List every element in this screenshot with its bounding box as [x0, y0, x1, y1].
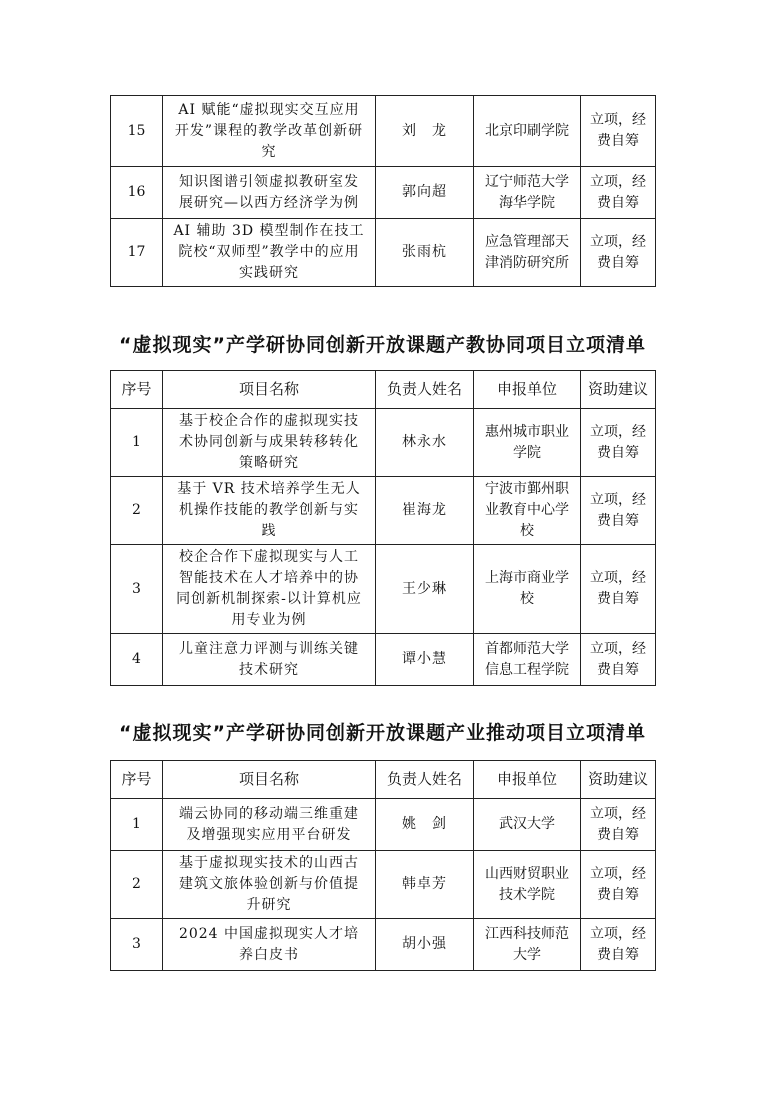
table-row: [111, 634, 656, 686]
project-name: 基于虚拟现实技术的山西古建筑文旅体验创新与价值提升研究: [163, 851, 376, 919]
leader-name: 姚 剑: [376, 799, 474, 851]
row-number: 17: [111, 219, 163, 287]
table-row: [111, 545, 656, 634]
project-name: 知识图谱引领虚拟教研室发展研究—以西方经济学为例: [163, 167, 376, 219]
table-header-row: [111, 761, 656, 799]
row-number: 2: [111, 851, 163, 919]
funding-advice: 立项，经费自筹: [581, 477, 656, 545]
funding-advice: 立项，经费自筹: [581, 919, 656, 971]
row-number: 2: [111, 477, 163, 545]
header-project-name: 项目名称: [163, 761, 376, 799]
table-row: [111, 219, 656, 287]
header-leader: 负责人姓名: [376, 371, 474, 409]
applicant-unit: 辽宁师范大学海华学院: [474, 167, 581, 219]
project-name: AI 辅助 3D 模型制作在技工院校“双师型”教学中的应用实践研究: [163, 219, 376, 287]
funding-advice: 立项，经费自筹: [581, 167, 656, 219]
funding-advice: 立项，经费自筹: [581, 545, 656, 634]
header-unit: 申报单位: [474, 371, 581, 409]
applicant-unit: 宁波市鄞州职业教育中心学校: [474, 477, 581, 545]
project-name: 2024 中国虚拟现实人才培养白皮书: [163, 919, 376, 971]
row-number: 16: [111, 167, 163, 219]
project-name: 基于 VR 技术培养学生无人机操作技能的教学创新与实践: [163, 477, 376, 545]
header-project-name: 项目名称: [163, 371, 376, 409]
table-row: [111, 851, 656, 919]
applicant-unit: 惠州城市职业学院: [474, 409, 581, 477]
leader-name: 崔海龙: [376, 477, 474, 545]
applicant-unit: 山西财贸职业技术学院: [474, 851, 581, 919]
section-title-industry-promotion: “虚拟现实”产学研协同创新开放课题产业推动项目立项清单: [119, 722, 646, 744]
project-name: AI 赋能“虚拟现实交互应用开发”课程的教学改革创新研究: [163, 96, 376, 167]
leader-name: 刘 龙: [376, 96, 474, 167]
leader-name: 谭小慧: [376, 634, 474, 686]
table-row: [111, 477, 656, 545]
table-header-row: [111, 371, 656, 409]
header-unit: 申报单位: [474, 761, 581, 799]
header-advice: 资助建议: [581, 371, 656, 409]
leader-name: 韩卓芳: [376, 851, 474, 919]
applicant-unit: 上海市商业学校: [474, 545, 581, 634]
funding-advice: 立项，经费自筹: [581, 799, 656, 851]
header-number: 序号: [111, 761, 163, 799]
table-industry-education: [110, 370, 656, 686]
table-row: [111, 919, 656, 971]
section-title-industry-education: “虚拟现实”产学研协同创新开放课题产教协同项目立项清单: [119, 334, 646, 356]
table-row: [111, 799, 656, 851]
funding-advice: 立项，经费自筹: [581, 409, 656, 477]
applicant-unit: 首都师范大学信息工程学院: [474, 634, 581, 686]
table-row: [111, 167, 656, 219]
leader-name: 张雨杭: [376, 219, 474, 287]
project-name: 校企合作下虚拟现实与人工智能技术在人才培养中的协同创新机制探索-以计算机应用专业为例: [163, 545, 376, 634]
funding-advice: 立项，经费自筹: [581, 96, 656, 167]
leader-name: 林永水: [376, 409, 474, 477]
table-row: [111, 409, 656, 477]
applicant-unit: 武汉大学: [474, 799, 581, 851]
project-name: 基于校企合作的虚拟现实技术协同创新与成果转移转化策略研究: [163, 409, 376, 477]
row-number: 1: [111, 799, 163, 851]
applicant-unit: 应急管理部天津消防研究所: [474, 219, 581, 287]
row-number: 3: [111, 919, 163, 971]
header-leader: 负责人姓名: [376, 761, 474, 799]
leader-name: 郭向超: [376, 167, 474, 219]
table-industry-promotion: [110, 760, 656, 971]
project-name: 端云协同的移动端三维重建及增强现实应用平台研发: [163, 799, 376, 851]
table-continued-projects: [110, 95, 656, 287]
funding-advice: 立项，经费自筹: [581, 219, 656, 287]
table-row: [111, 96, 656, 167]
funding-advice: 立项，经费自筹: [581, 851, 656, 919]
row-number: 1: [111, 409, 163, 477]
funding-advice: 立项，经费自筹: [581, 634, 656, 686]
applicant-unit: 江西科技师范大学: [474, 919, 581, 971]
leader-name: 胡小强: [376, 919, 474, 971]
header-number: 序号: [111, 371, 163, 409]
leader-name: 王少琳: [376, 545, 474, 634]
row-number: 4: [111, 634, 163, 686]
project-name: 儿童注意力评测与训练关键技术研究: [163, 634, 376, 686]
header-advice: 资助建议: [581, 761, 656, 799]
applicant-unit: 北京印刷学院: [474, 96, 581, 167]
row-number: 15: [111, 96, 163, 167]
row-number: 3: [111, 545, 163, 634]
